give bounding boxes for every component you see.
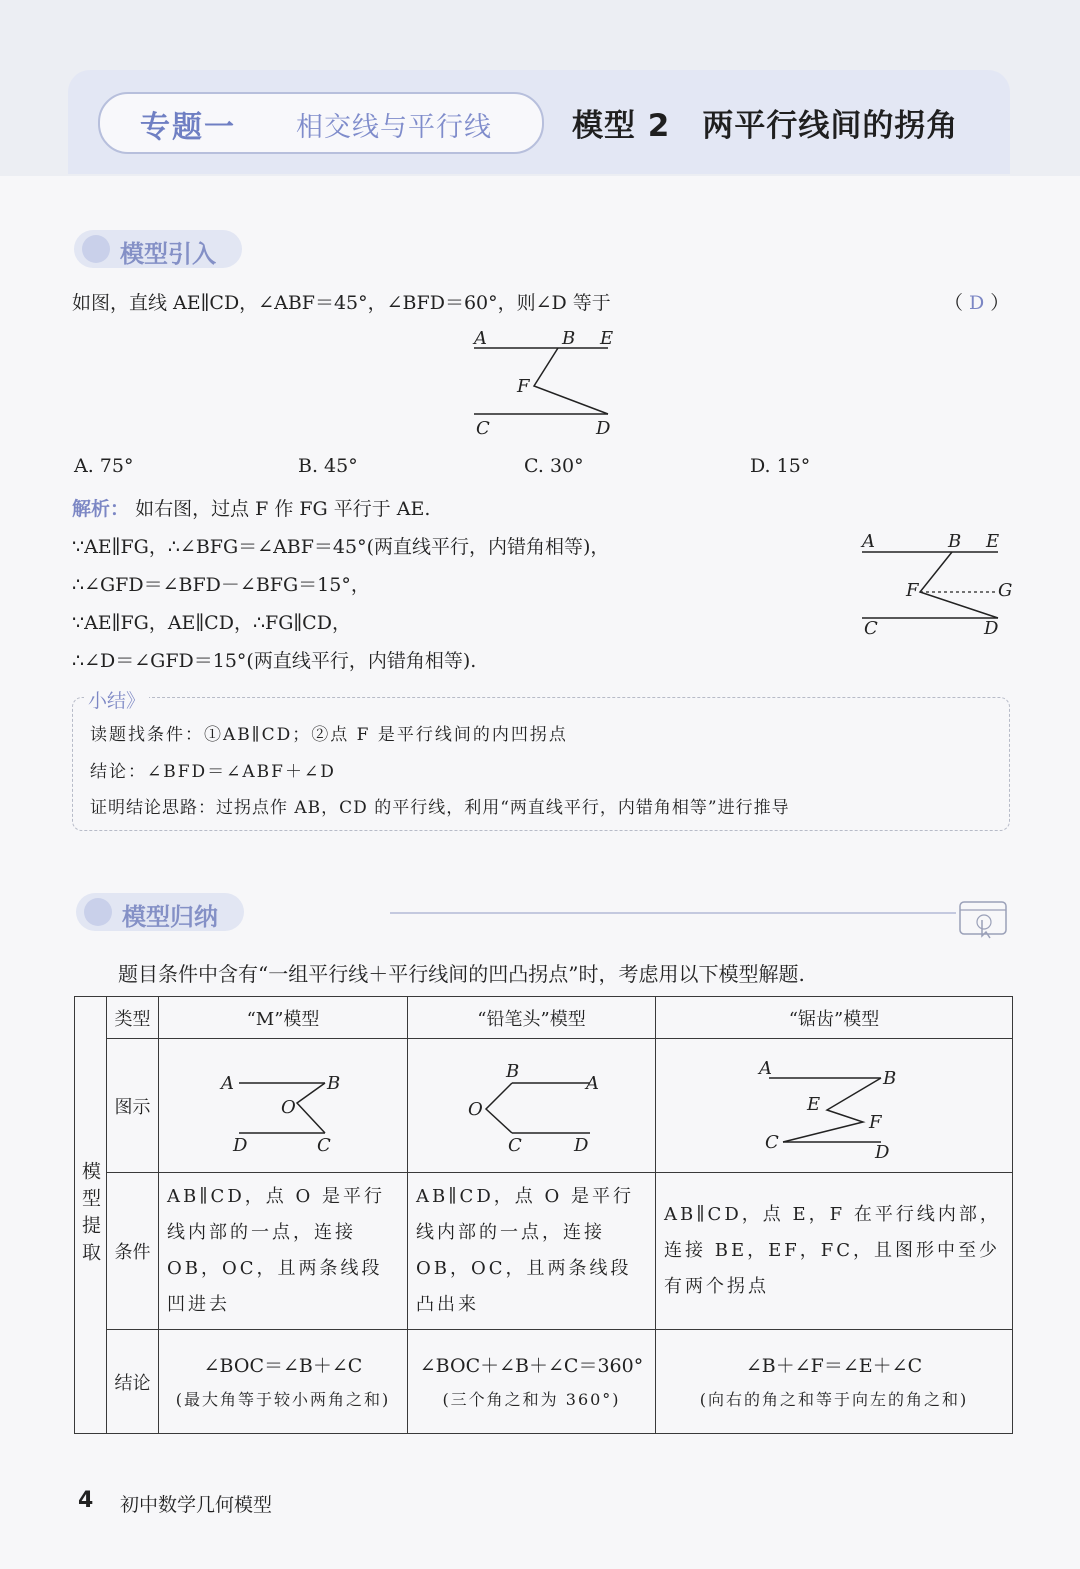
analysis-line-5: ∴∠D＝∠GFD＝15°(两直线平行，内错角相等). — [72, 650, 477, 672]
table-row-conclusion — [75, 1330, 1013, 1434]
model-title: 模型 2 两平行线间的拐角 — [572, 108, 959, 144]
table-row-figure — [75, 1039, 1013, 1173]
label-c: C — [507, 1135, 522, 1153]
label-o: O — [467, 1099, 483, 1120]
label-a: A — [221, 1073, 234, 1094]
figure-m — [213, 1053, 353, 1153]
condition-m: AB∥CD，点 O 是平行线内部的一点，连接 OB，OC，且两条线段凹进去 — [167, 1186, 385, 1315]
row-label-conclusion: 结论 — [107, 1330, 159, 1434]
label-a: A — [759, 1058, 772, 1079]
label-a: A — [862, 531, 875, 552]
side-label: 模型提取 — [79, 1161, 101, 1269]
model-name-m: “M”模型 — [159, 997, 408, 1039]
label-b: B — [562, 328, 576, 349]
analysis-label: 解析： — [72, 498, 130, 520]
label-e: E — [600, 328, 614, 349]
summary-line-3: 证明结论思路：过拐点作 AB，CD 的平行线，利用“两直线平行，内错角相等”进行推导 — [90, 798, 790, 818]
label-a: A — [474, 328, 487, 349]
intro-badge-label: 模型引入 — [120, 240, 216, 268]
topic-name: 相交线与平行线 — [296, 112, 492, 143]
line-bfd — [920, 552, 998, 618]
label-b: B — [505, 1061, 519, 1082]
row-label-condition: 条件 — [107, 1173, 159, 1330]
answer-bracket — [944, 288, 1009, 315]
table-row-type — [75, 997, 1013, 1039]
induction-intro: 题目条件中含有“一组平行线＋平行线间的凹凸拐点”时，考虑用以下模型解题. — [118, 962, 805, 986]
table-row-condition — [75, 1173, 1013, 1330]
figure-cell-pencil — [408, 1039, 656, 1173]
label-c: C — [864, 618, 878, 639]
label-e: E — [807, 1094, 821, 1115]
label-b: B — [883, 1068, 897, 1089]
conclusion-cell-pencil — [408, 1330, 656, 1434]
induction-badge-label: 模型归纳 — [122, 903, 218, 931]
topic-pill — [98, 92, 544, 154]
conclusion-sawtooth: ∠B＋∠F＝∠E＋∠C — [745, 1354, 923, 1377]
note-m: (最大角等于较小两角之和) — [175, 1389, 391, 1409]
label-c: C — [317, 1135, 331, 1153]
answer-close: ） — [990, 292, 1010, 314]
row-label-type: 类型 — [107, 997, 159, 1039]
label-g: G — [998, 580, 1013, 601]
summary-label: 小结》 — [84, 686, 149, 713]
option-b: B. 45° — [298, 455, 358, 477]
label-c: C — [476, 418, 490, 439]
summary-line-2: 结论：∠BFD＝∠ABF＋∠D — [90, 762, 336, 782]
label-a: A — [585, 1073, 599, 1094]
label-c: C — [765, 1132, 779, 1153]
answer-value: D — [969, 292, 985, 314]
conclusion-cell-m — [159, 1330, 408, 1434]
option-d: D. 15° — [750, 455, 811, 477]
option-a: A. 75° — [74, 455, 134, 477]
model-name-pencil: “铅笔头”模型 — [408, 997, 656, 1039]
note-pencil: (三个角之和为 360°) — [442, 1389, 621, 1409]
document-icon — [82, 235, 110, 263]
note-sawtooth: (向右的角之和等于向左的角之和) — [699, 1389, 969, 1409]
condition-cell-m — [159, 1173, 408, 1330]
condition-pencil: AB∥CD，点 O 是平行线内部的一点，连接 OB，OC，且两条线段凸出来 — [416, 1186, 634, 1315]
label-f: F — [869, 1112, 882, 1133]
question-figure — [462, 322, 632, 442]
conclusion-pencil: ∠BOC＋∠B＋∠C＝360° — [419, 1354, 644, 1377]
conclusion-cell-sawtooth — [656, 1330, 1013, 1434]
divider-line — [390, 912, 956, 914]
label-d: D — [596, 418, 611, 439]
model-table — [74, 996, 1013, 1434]
book-title: 初中数学几何模型 — [120, 1494, 273, 1516]
figure-cell-m — [159, 1039, 408, 1173]
label-f: F — [906, 580, 919, 601]
label-b: B — [948, 531, 962, 552]
figure-sawtooth — [749, 1048, 919, 1158]
page-number: 4 — [78, 1488, 94, 1513]
analysis-text-1: 如右图，过点 F 作 FG 平行于 AE. — [135, 498, 431, 520]
condition-cell-pencil — [408, 1173, 656, 1330]
cube-icon — [84, 898, 112, 926]
analysis-line-2: ∵AE∥FG，∴∠BFG＝∠ABF＝45°(两直线平行，内错角相等)， — [72, 536, 610, 558]
row-label-figure: 图示 — [107, 1039, 159, 1173]
model-name-sawtooth: “锯齿”模型 — [656, 997, 1013, 1039]
analysis-figure — [852, 526, 1022, 644]
summary-line-1: 读题找条件：①AB∥CD；②点 F 是平行线间的内凹拐点 — [90, 725, 568, 745]
label-d: D — [984, 618, 999, 639]
analysis-line-4: ∵AE∥FG，AE∥CD，∴FG∥CD， — [72, 612, 351, 634]
conclusion-m: ∠BOC＝∠B＋∠C — [203, 1354, 363, 1377]
answer-open: （ — [944, 292, 964, 314]
figure-pencil — [462, 1053, 602, 1153]
intro-badge — [74, 230, 242, 268]
label-o: O — [281, 1097, 296, 1118]
condition-cell-sawtooth — [656, 1173, 1013, 1330]
analysis-line-3: ∴∠GFD＝∠BFD－∠BFG＝15°， — [72, 574, 370, 596]
figure-cell-sawtooth — [656, 1039, 1013, 1173]
induction-badge — [76, 893, 244, 931]
label-e: E — [986, 531, 1000, 552]
topic-number: 专题一 — [140, 110, 236, 145]
line-bfd — [534, 348, 608, 414]
analysis-line-1 — [72, 494, 430, 521]
label-d: D — [875, 1142, 890, 1158]
condition-sawtooth: AB∥CD，点 E，F 在平行线内部，连接 BE，EF，FC，且图形中至少有两个拐点 — [664, 1204, 1001, 1297]
label-f: F — [517, 376, 530, 397]
question-text: 如图，直线 AE∥CD，∠ABF＝45°，∠BFD＝60°，则∠D 等于 — [72, 292, 611, 314]
click-pointer-icon — [958, 898, 1010, 940]
option-c: C. 30° — [524, 455, 584, 477]
label-b: B — [327, 1073, 341, 1094]
label-d: D — [233, 1135, 248, 1153]
label-d: D — [573, 1135, 588, 1153]
side-label-cell — [75, 997, 107, 1434]
